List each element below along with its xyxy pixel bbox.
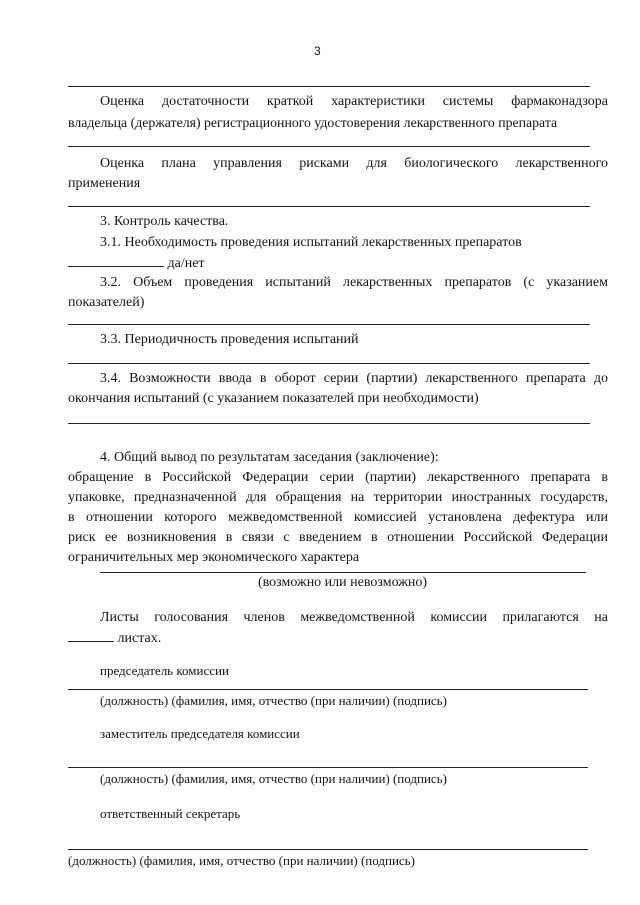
secretary-caption: (должность) (фамилия, имя, отчество (при наличии) (подпись)	[68, 853, 415, 868]
conclusion-line-2: упаковке, предназначенной для обращения на территории иностранных государств,	[68, 490, 608, 505]
quality-item-3-2-line-1: 3.2. Объем проведения испытаний лекарственных препаратов (с указанием	[100, 275, 608, 290]
fill-line-conclusion[interactable]	[100, 572, 586, 573]
answer-blank[interactable]	[68, 255, 164, 267]
conclusion-heading: 4. Общий вывод по результатам заседания (заключение):	[100, 450, 439, 465]
fill-line-pharmacovigilance[interactable]	[68, 146, 590, 147]
secretary-label: ответственный секретарь	[100, 806, 241, 821]
chairman-caption: (должность) (фамилия, имя, отчество (при наличии) (подпись)	[100, 693, 447, 708]
page-number: 3	[314, 44, 321, 58]
fill-line-3-4[interactable]	[68, 423, 590, 424]
voting-line-1: Листы голосования членов межведомственной комиссии прилагаются на	[100, 610, 608, 625]
conclusion-line-5: ограничительных мер экономического характера	[68, 550, 360, 565]
pharmacovigilance-line-1: Оценка достаточности краткой характеристики системы фармаконадзора	[100, 94, 608, 109]
quality-item-3-3: 3.3. Периодичность проведения испытаний	[100, 332, 359, 347]
quality-item-3-2-line-2: показателей)	[68, 295, 145, 310]
quality-heading: 3. Контроль качества.	[100, 214, 229, 229]
quality-item-3-1-answer-row	[68, 255, 205, 272]
chairman-label: председатель комиссии	[100, 663, 229, 678]
fill-line-3-3[interactable]	[68, 363, 590, 364]
answer-options: да/нет	[167, 256, 205, 271]
conclusion-line-1: обращение в Российской Федерации серии (партии) лекарственного препарата в	[68, 470, 608, 485]
conclusion-options-caption: (возможно или невозможно)	[258, 575, 428, 590]
deputy-signature-line[interactable]	[68, 767, 588, 768]
secretary-signature-line[interactable]	[68, 849, 588, 850]
risk-plan-line-1: Оценка плана управления рисками для биологического лекарственного	[100, 156, 608, 171]
quality-item-3-1: 3.1. Необходимость проведения испытаний лекарственных препаратов	[100, 235, 522, 250]
fill-line-risk-plan[interactable]	[68, 206, 590, 207]
fill-line-3-2[interactable]	[68, 324, 590, 325]
risk-plan-line-2: применения	[68, 176, 141, 191]
conclusion-line-3: в отношении которого межведомственной комиссией установлена дефектура или	[68, 510, 608, 525]
quality-item-3-4-line-2: окончания испытаний (с указанием показателей при необходимости)	[68, 391, 479, 406]
voting-sheets-count-blank[interactable]	[68, 630, 114, 642]
conclusion-line-4: риск ее возникновения в связи с введением в отношении Российской Федерации	[68, 530, 608, 545]
fill-line-top[interactable]	[68, 86, 590, 87]
voting-line-2-row	[68, 630, 161, 647]
quality-item-3-4-line-1: 3.4. Возможности ввода в оборот серии (партии) лекарственного препарата до	[100, 371, 608, 386]
pharmacovigilance-line-2: владельца (держателя) регистрационного удостоверения лекарственного препарата	[68, 115, 558, 130]
voting-line-2: листах.	[117, 631, 162, 646]
deputy-label: заместитель председателя комиссии	[100, 726, 300, 741]
deputy-caption: (должность) (фамилия, имя, отчество (при наличии) (подпись)	[100, 771, 447, 786]
chairman-signature-line[interactable]	[68, 689, 588, 690]
